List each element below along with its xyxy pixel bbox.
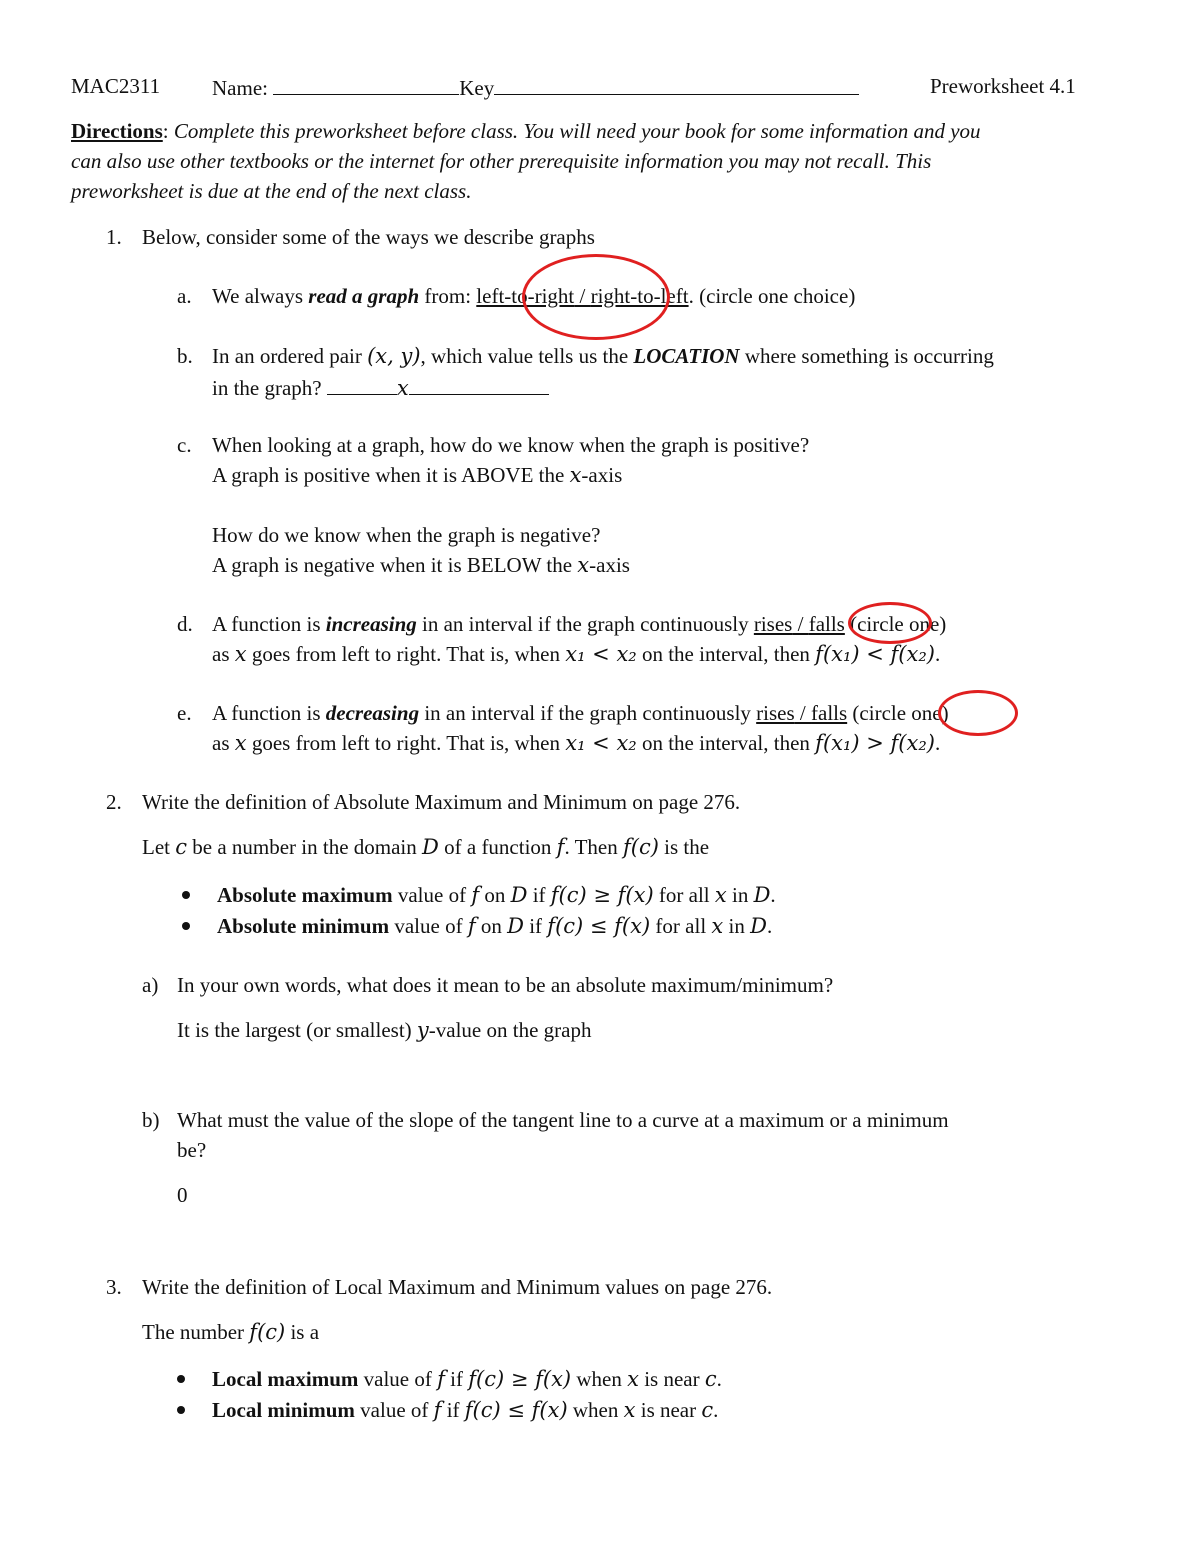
decreasing-result: f(x₁) > f(x₂): [815, 731, 935, 755]
local-maximum-term: Local maximum: [212, 1367, 359, 1391]
answer-circle-left-to-right: [522, 254, 670, 340]
q2a-label: a): [142, 973, 159, 997]
choice-rises-e[interactable]: rises: [756, 701, 795, 725]
directions-line-1: Directions: Complete this preworksheet before class. You will need your book for some information and you: [71, 119, 981, 143]
q3-number: 3.: [106, 1275, 122, 1299]
bullet-dot: [177, 1406, 185, 1414]
decreasing-condition: x₁ < x₂: [565, 731, 637, 755]
q1c-label: c.: [177, 433, 192, 457]
q1c-answer-1: A graph is positive when it is ABOVE the x-axis: [212, 463, 623, 487]
choice-left-to-right[interactable]: left-to-right: [476, 284, 575, 308]
absolute-maximum-definition: Absolute maximum value of f on D if f(c) ≥ f(x) for all x in D.: [217, 883, 776, 907]
q1c-question-2: How do we know when the graph is negative?: [212, 523, 601, 547]
q1e-label: e.: [177, 701, 192, 725]
q1e-text-2: as x goes from left to right. That is, when x₁ < x₂ on the interval, then f(x₁) > f(x₂).: [212, 731, 941, 755]
q1d-label: d.: [177, 612, 193, 636]
directions-line-3: preworksheet is due at the end of the next class.: [71, 179, 472, 203]
answer-circle-falls: [938, 690, 1018, 736]
name-line: [212, 76, 859, 99]
bullet-dot: [177, 1375, 185, 1383]
bullet-dot: [182, 891, 190, 899]
q2b-label: b): [142, 1108, 160, 1132]
name-blank-right: [494, 76, 859, 95]
directions-label: Directions: [71, 119, 163, 143]
choice-falls-d[interactable]: falls: [808, 612, 845, 636]
q1b-label: b.: [177, 344, 193, 368]
q2-text: Write the definition of Absolute Maximum and Minimum on page 276.: [142, 790, 741, 814]
local-minimum-definition: Local minimum value of f if f(c) ≤ f(x) when x is near c.: [212, 1398, 719, 1422]
q1d-text-2: as x goes from left to right. That is, when x₁ < x₂ on the interval, then f(x₁) < f(x₂).: [212, 642, 941, 666]
q2a-answer: It is the largest (or smallest) y-value on the graph: [177, 1018, 592, 1042]
local-minimum-term: Local minimum: [212, 1398, 355, 1422]
absolute-maximum-term: Absolute maximum: [217, 883, 393, 907]
directions-line-2: can also use other textbooks or the internet for other prerequisite information you may not recall. This: [71, 149, 932, 173]
q1d-text-1: A function is increasing in an interval if the graph continuously rises / falls (circle one): [212, 612, 947, 636]
read-a-graph-emphasis: read a graph: [308, 284, 420, 308]
q1b-text-1: In an ordered pair (x, y), which value tells us the LOCATION where something is occurring: [212, 344, 994, 368]
bullet-dot: [182, 922, 190, 930]
absolute-minimum-term: Absolute minimum: [217, 914, 390, 938]
q1e-text-1: A function is decreasing in an interval if the graph continuously rises / falls (circle one): [212, 701, 949, 725]
ordered-pair: (x, y): [367, 344, 421, 368]
increasing-emphasis: increasing: [325, 612, 417, 636]
q1-number: 1.: [106, 225, 122, 249]
q1b-text-2: in the graph? x: [212, 376, 549, 399]
choice-rises-d[interactable]: rises: [753, 612, 793, 636]
choice-falls-e[interactable]: falls: [811, 701, 848, 725]
q1-text: Below, consider some of the ways we describe graphs: [142, 225, 595, 249]
absolute-minimum-definition: Absolute minimum value of f on D if f(c) ≤ f(x) for all x in D.: [217, 914, 773, 938]
q1a-label: a.: [177, 284, 192, 308]
q1c-question-1: When looking at a graph, how do we know when the graph is positive?: [212, 433, 810, 457]
q3-intro: The number f(c) is a: [142, 1320, 320, 1344]
increasing-result: f(x₁) < f(x₂): [815, 642, 935, 666]
name-blank-left: [273, 76, 459, 95]
q1a-text: We always read a graph from: left-to-right / right-to-left. (circle one choice): [212, 284, 856, 308]
choice-right-to-left[interactable]: right-to-left: [590, 284, 689, 308]
q2b-question-1: What must the value of the slope of the tangent line to a curve at a maximum or a minimum: [177, 1108, 949, 1132]
q1c-answer-2: A graph is negative when it is BELOW the x-axis: [212, 553, 630, 577]
header: [71, 76, 160, 97]
key-text: Key: [459, 76, 495, 100]
decreasing-emphasis: decreasing: [325, 701, 420, 725]
location-emphasis: LOCATION: [633, 344, 740, 368]
worksheet-title: Preworksheet 4.1: [930, 74, 1076, 98]
q3-text: Write the definition of Local Maximum and Minimum values on page 276.: [142, 1275, 773, 1299]
q1b-answer: x: [396, 376, 409, 400]
q2-intro: Let c be a number in the domain D of a function f. Then f(c) is the: [142, 835, 710, 859]
answer-circle-rises: [848, 602, 932, 644]
directions-text-1: Complete this preworksheet before class. You will need your book for some information and you: [173, 119, 981, 143]
q2b-question-2: be?: [177, 1138, 207, 1162]
q2a-question: In your own words, what does it mean to be an absolute maximum/minimum?: [177, 973, 834, 997]
q2-number: 2.: [106, 790, 122, 814]
name-label: Name:: [212, 76, 268, 100]
course-code: MAC2311: [71, 74, 161, 98]
local-maximum-definition: Local maximum value of f if f(c) ≥ f(x) when x is near c.: [212, 1367, 722, 1391]
q2b-answer: 0: [177, 1183, 188, 1207]
increasing-condition: x₁ < x₂: [565, 642, 637, 666]
